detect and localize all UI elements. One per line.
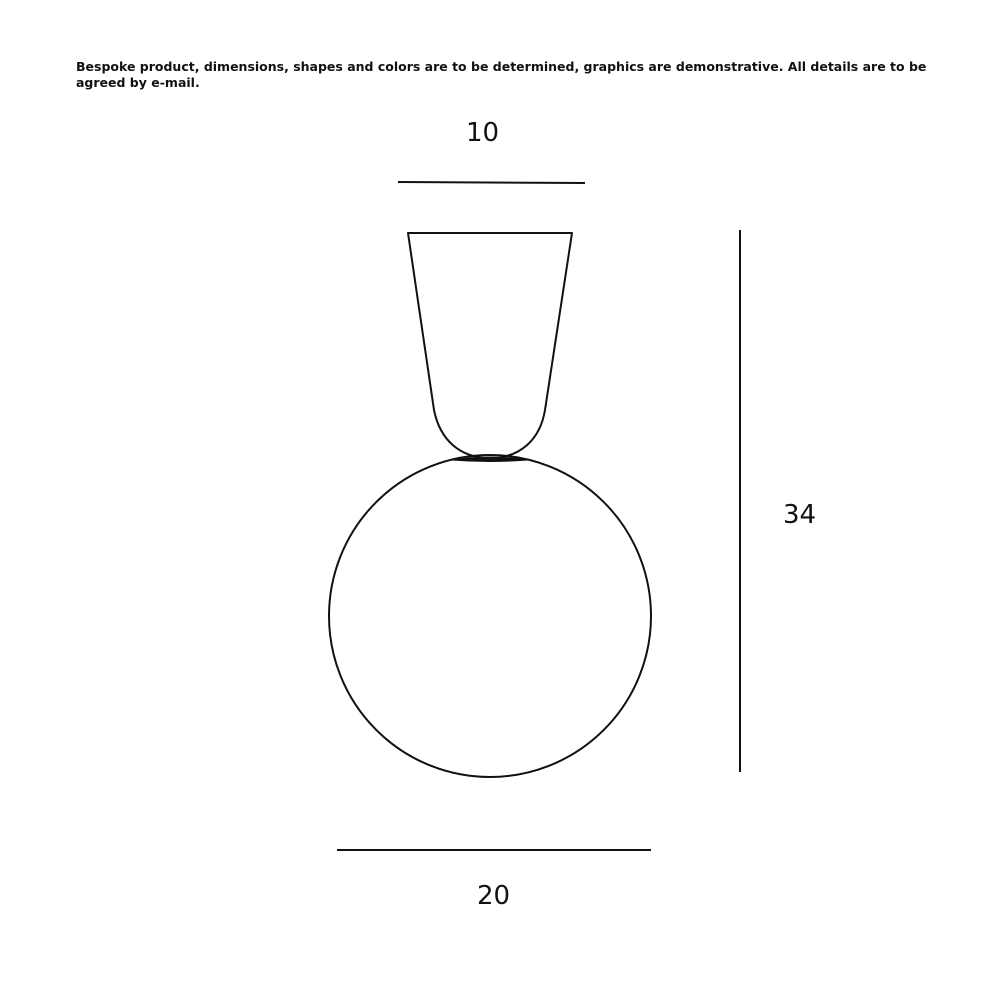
disclaimer-notice: Bespoke product, dimensions, shapes and colors are to be determined, graphics are demonstrative. All details are to be agreed by e-mail. (76, 59, 927, 90)
top-dimension-line (398, 182, 585, 183)
bottom-width-label: 20 (477, 881, 511, 911)
top-width-label: 10 (466, 118, 500, 148)
height-label: 34 (783, 500, 817, 530)
glass-globe (329, 455, 651, 777)
cone-shade (408, 233, 572, 458)
